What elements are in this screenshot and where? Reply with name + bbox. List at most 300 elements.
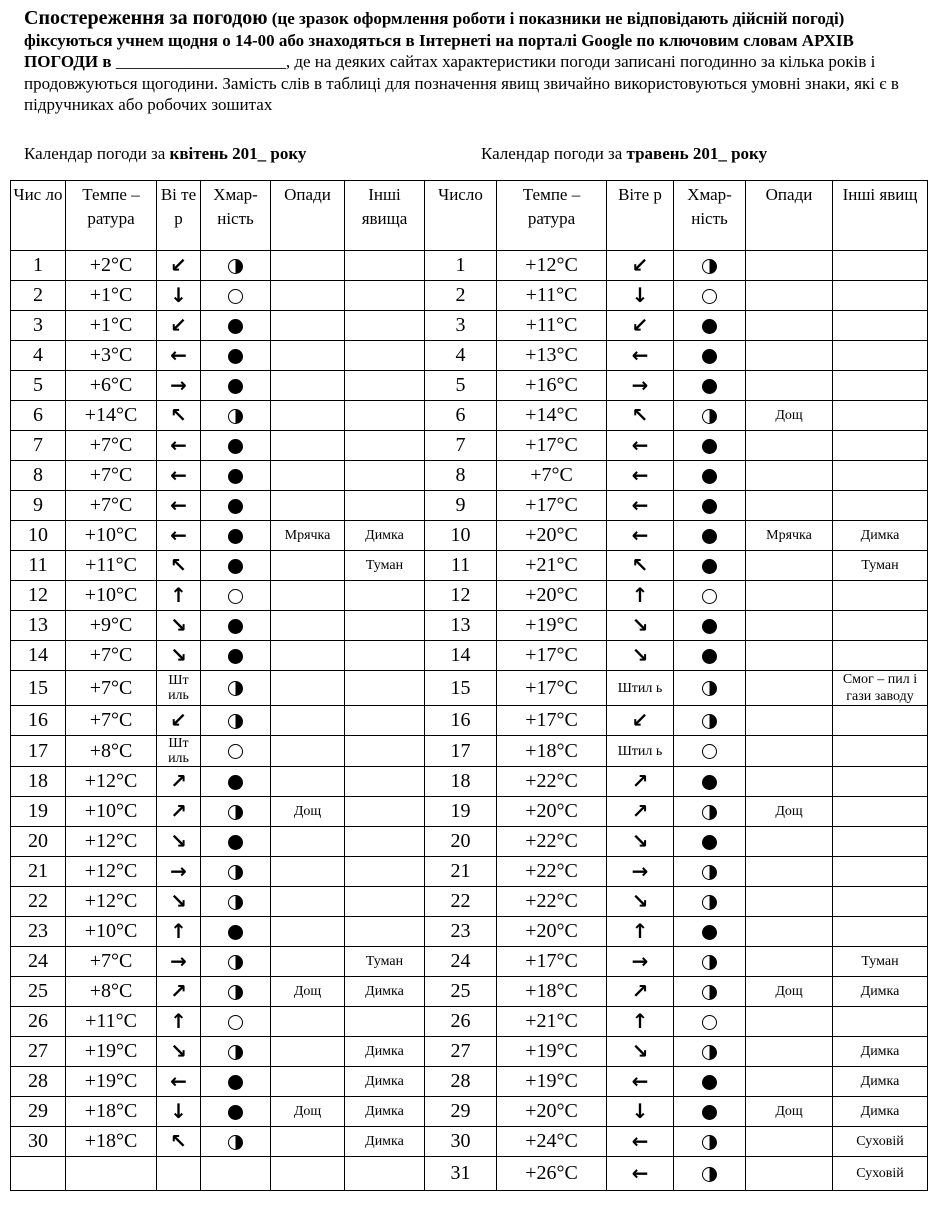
may-precip-cell	[746, 706, 833, 736]
may-precip-cell: Дощ	[746, 977, 833, 1007]
may-wind-cell	[607, 551, 674, 581]
header-may-precip: Опади	[746, 181, 833, 251]
april-day-cell	[11, 1157, 66, 1191]
april-other-cell	[345, 491, 425, 521]
wind-arrow-icon: ↓	[631, 283, 649, 307]
april-other-cell	[345, 431, 425, 461]
table-row	[11, 641, 928, 671]
may-temp-cell: +20°C	[497, 1097, 607, 1127]
may-cloud-cell	[674, 887, 746, 917]
april-temp-cell: +12°C	[66, 857, 157, 887]
may-other-cell: Димка	[833, 521, 928, 551]
weather-table	[10, 180, 928, 1191]
cloud-empty-icon	[228, 589, 243, 604]
may-other-cell	[833, 281, 928, 311]
wind-arrow-icon: ↑	[631, 1009, 649, 1033]
may-day-cell: 19	[425, 797, 497, 827]
may-cloud-cell	[674, 767, 746, 797]
wind-arrow-icon: ↘	[170, 829, 187, 853]
april-precip-cell	[271, 401, 345, 431]
april-day-cell: 21	[11, 857, 66, 887]
april-other-cell	[345, 1007, 425, 1037]
april-day-cell: 17	[11, 736, 66, 767]
april-precip-cell	[271, 947, 345, 977]
cloud-half-icon	[702, 1135, 717, 1150]
april-day-cell: 6	[11, 401, 66, 431]
wind-arrow-icon: ↙	[631, 313, 649, 337]
april-precip-cell	[271, 281, 345, 311]
april-day-cell: 23	[11, 917, 66, 947]
april-precip-cell	[271, 371, 345, 401]
may-precip-cell	[746, 767, 833, 797]
may-precip-cell	[746, 581, 833, 611]
april-wind-cell	[157, 1067, 201, 1097]
may-precip-cell	[746, 431, 833, 461]
may-cloud-cell	[674, 611, 746, 641]
wind-arrow-icon: ←	[631, 523, 649, 547]
wind-arrow-icon: ↙	[631, 708, 649, 732]
may-day-cell: 20	[425, 827, 497, 857]
wind-arrow-icon: ↖	[170, 1129, 187, 1153]
may-other-cell	[833, 491, 928, 521]
may-cloud-cell	[674, 461, 746, 491]
april-temp-cell: +8°C	[66, 977, 157, 1007]
cloud-half-icon	[702, 985, 717, 1000]
april-other-cell: Туман	[345, 551, 425, 581]
header-may-day: Число	[425, 181, 497, 251]
april-day-cell: 28	[11, 1067, 66, 1097]
table-row	[11, 1067, 928, 1097]
april-day-cell: 12	[11, 581, 66, 611]
wind-arrow-icon: ↙	[170, 708, 187, 732]
table-row	[11, 706, 928, 736]
cloud-full-icon	[228, 469, 243, 484]
april-cloud-cell	[201, 611, 271, 641]
may-other-cell	[833, 797, 928, 827]
cloud-full-icon	[228, 835, 243, 850]
april-day-cell: 7	[11, 431, 66, 461]
april-other-cell: Димка	[345, 1097, 425, 1127]
wind-arrow-icon: ↘	[631, 889, 649, 913]
may-cloud-cell	[674, 491, 746, 521]
april-temp-cell: +11°C	[66, 551, 157, 581]
april-other-cell: Димка	[345, 521, 425, 551]
may-cloud-cell	[674, 857, 746, 887]
table-row	[11, 431, 928, 461]
april-precip-cell	[271, 1127, 345, 1157]
wind-calm-label: Штил ь	[617, 680, 663, 696]
april-precip-cell	[271, 491, 345, 521]
april-other-cell	[345, 611, 425, 641]
april-wind-cell	[157, 1157, 201, 1191]
cloud-half-icon	[702, 409, 717, 424]
cloud-full-icon	[228, 649, 243, 664]
cloud-half-icon	[702, 259, 717, 274]
may-day-cell: 22	[425, 887, 497, 917]
cloud-half-icon	[228, 1045, 243, 1060]
may-temp-cell: +20°C	[497, 797, 607, 827]
may-precip-cell	[746, 1067, 833, 1097]
may-day-cell: 9	[425, 491, 497, 521]
april-cloud-cell	[201, 706, 271, 736]
may-other-cell	[833, 341, 928, 371]
wind-arrow-icon: ↖	[170, 403, 187, 427]
table-row	[11, 371, 928, 401]
wind-arrow-icon: ↙	[170, 313, 187, 337]
header-may-temp: Темпе – ратура	[497, 181, 607, 251]
may-day-cell: 15	[425, 671, 497, 706]
april-other-cell	[345, 371, 425, 401]
april-precip-cell	[271, 1037, 345, 1067]
may-precip-cell	[746, 1157, 833, 1191]
wind-arrow-icon: ←	[170, 433, 187, 457]
may-other-cell	[833, 581, 928, 611]
may-wind-cell	[607, 491, 674, 521]
may-temp-cell: +17°C	[497, 671, 607, 706]
wind-arrow-icon: ←	[170, 463, 187, 487]
may-wind-cell	[607, 1007, 674, 1037]
april-other-cell	[345, 251, 425, 281]
may-temp-cell: +22°C	[497, 827, 607, 857]
table-row	[11, 671, 928, 706]
may-other-cell	[833, 641, 928, 671]
cloud-half-icon	[228, 985, 243, 1000]
cloud-full-icon	[702, 499, 717, 514]
april-other-cell	[345, 767, 425, 797]
april-cloud-cell	[201, 251, 271, 281]
header-may-other: Інші явищ	[833, 181, 928, 251]
wind-arrow-icon: ↘	[631, 829, 649, 853]
may-day-cell: 6	[425, 401, 497, 431]
cloud-half-icon	[702, 955, 717, 970]
table-row	[11, 797, 928, 827]
april-other-cell	[345, 341, 425, 371]
intro-title: Спостереження за погодою	[24, 7, 268, 29]
may-cloud-cell	[674, 797, 746, 827]
may-temp-cell: +13°C	[497, 341, 607, 371]
cloud-full-icon	[228, 1075, 243, 1090]
cloud-full-icon	[228, 499, 243, 514]
april-day-cell: 10	[11, 521, 66, 551]
wind-arrow-icon: ↙	[631, 253, 649, 277]
april-temp-cell: +12°C	[66, 767, 157, 797]
april-cloud-cell	[201, 431, 271, 461]
april-cloud-cell	[201, 581, 271, 611]
wind-arrow-icon: →	[170, 949, 187, 973]
cloud-full-icon	[228, 529, 243, 544]
header-april-day: Чис ло	[11, 181, 66, 251]
april-cloud-cell	[201, 1037, 271, 1067]
cloud-full-icon	[228, 319, 243, 334]
may-day-cell: 23	[425, 917, 497, 947]
cloud-full-icon	[228, 379, 243, 394]
may-other-cell	[833, 887, 928, 917]
may-day-cell: 7	[425, 431, 497, 461]
may-precip-cell	[746, 947, 833, 977]
wind-arrow-icon: ↗	[170, 979, 187, 1003]
may-cloud-cell	[674, 977, 746, 1007]
april-cloud-cell	[201, 461, 271, 491]
wind-arrow-icon: ↑	[170, 919, 187, 943]
cloud-half-icon	[702, 865, 717, 880]
wind-calm-label: Шт иль	[168, 673, 189, 703]
april-temp-cell: +1°C	[66, 281, 157, 311]
may-day-cell: 4	[425, 341, 497, 371]
may-wind-cell	[607, 581, 674, 611]
may-other-cell: Суховій	[833, 1127, 928, 1157]
may-day-cell: 30	[425, 1127, 497, 1157]
may-cloud-cell	[674, 671, 746, 706]
may-other-cell: Суховій	[833, 1157, 928, 1191]
may-other-cell	[833, 706, 928, 736]
april-wind-cell	[157, 521, 201, 551]
may-day-cell: 5	[425, 371, 497, 401]
cloud-empty-icon	[228, 1015, 243, 1030]
cloud-full-icon	[702, 319, 717, 334]
april-temp-cell: +7°C	[66, 461, 157, 491]
table-row	[11, 281, 928, 311]
table-row	[11, 977, 928, 1007]
may-wind-cell	[607, 857, 674, 887]
april-temp-cell: +19°C	[66, 1067, 157, 1097]
april-precip-cell	[271, 887, 345, 917]
april-cloud-cell	[201, 797, 271, 827]
wind-arrow-icon: ↗	[170, 799, 187, 823]
may-cloud-cell	[674, 311, 746, 341]
april-day-cell: 29	[11, 1097, 66, 1127]
wind-arrow-icon: ←	[631, 433, 649, 457]
may-precip-cell	[746, 1007, 833, 1037]
may-precip-cell	[746, 671, 833, 706]
may-cloud-cell	[674, 371, 746, 401]
april-day-cell: 3	[11, 311, 66, 341]
cloud-half-icon	[228, 955, 243, 970]
april-cloud-cell	[201, 401, 271, 431]
may-day-cell: 1	[425, 251, 497, 281]
may-cloud-cell	[674, 706, 746, 736]
wind-arrow-icon: ↗	[631, 769, 649, 793]
april-wind-cell	[157, 977, 201, 1007]
may-precip-cell	[746, 611, 833, 641]
april-other-cell	[345, 671, 425, 706]
cloud-full-icon	[702, 529, 717, 544]
cloud-full-icon	[228, 439, 243, 454]
may-wind-cell	[607, 977, 674, 1007]
may-temp-cell: +21°C	[497, 1007, 607, 1037]
may-day-cell: 8	[425, 461, 497, 491]
may-wind-cell	[607, 311, 674, 341]
table-row	[11, 857, 928, 887]
may-temp-cell: +17°C	[497, 947, 607, 977]
april-other-cell	[345, 857, 425, 887]
wind-arrow-icon: →	[631, 949, 649, 973]
may-other-cell	[833, 371, 928, 401]
may-other-cell	[833, 401, 928, 431]
may-day-cell: 26	[425, 1007, 497, 1037]
april-temp-cell: +10°C	[66, 917, 157, 947]
table-row	[11, 521, 928, 551]
april-precip-cell	[271, 311, 345, 341]
april-precip-cell	[271, 461, 345, 491]
april-other-cell	[345, 736, 425, 767]
intro-text	[24, 8, 929, 116]
april-day-cell: 4	[11, 341, 66, 371]
may-precip-cell	[746, 917, 833, 947]
april-day-cell: 2	[11, 281, 66, 311]
may-precip-cell	[746, 887, 833, 917]
april-day-cell: 9	[11, 491, 66, 521]
april-temp-cell: +2°C	[66, 251, 157, 281]
april-temp-cell: +10°C	[66, 797, 157, 827]
cloud-half-icon	[702, 895, 717, 910]
cloud-half-icon	[228, 805, 243, 820]
april-other-cell	[345, 827, 425, 857]
cloud-half-icon	[702, 805, 717, 820]
april-wind-cell	[157, 1037, 201, 1067]
april-cloud-cell	[201, 947, 271, 977]
april-temp-cell: +9°C	[66, 611, 157, 641]
header-may-wind: Віте р	[607, 181, 674, 251]
may-cloud-cell	[674, 281, 746, 311]
table-row	[11, 767, 928, 797]
cloud-full-icon	[228, 925, 243, 940]
cloud-half-icon	[702, 1045, 717, 1060]
may-day-cell: 14	[425, 641, 497, 671]
may-cloud-cell	[674, 1067, 746, 1097]
may-day-cell: 10	[425, 521, 497, 551]
table-row	[11, 887, 928, 917]
may-temp-cell: +24°C	[497, 1127, 607, 1157]
april-precip-cell	[271, 1157, 345, 1191]
april-wind-cell	[157, 461, 201, 491]
may-day-cell: 27	[425, 1037, 497, 1067]
april-other-cell: Димка	[345, 1067, 425, 1097]
may-other-cell	[833, 431, 928, 461]
table-row	[11, 401, 928, 431]
cloud-full-icon	[228, 559, 243, 574]
april-wind-cell	[157, 827, 201, 857]
april-day-cell: 26	[11, 1007, 66, 1037]
april-cloud-cell	[201, 281, 271, 311]
april-day-cell: 8	[11, 461, 66, 491]
may-cloud-cell	[674, 341, 746, 371]
cloud-half-icon	[228, 865, 243, 880]
may-wind-cell	[607, 917, 674, 947]
april-temp-cell: +7°C	[66, 491, 157, 521]
table-row	[11, 611, 928, 641]
may-cloud-cell	[674, 251, 746, 281]
april-day-cell: 20	[11, 827, 66, 857]
april-other-cell	[345, 581, 425, 611]
may-wind-cell	[607, 706, 674, 736]
april-temp-cell: +8°C	[66, 736, 157, 767]
wind-arrow-icon: ←	[170, 493, 187, 517]
cloud-full-icon	[702, 349, 717, 364]
may-precip-cell	[746, 736, 833, 767]
wind-arrow-icon: ↘	[170, 613, 187, 637]
may-wind-cell	[607, 827, 674, 857]
april-other-cell	[345, 461, 425, 491]
may-day-cell: 11	[425, 551, 497, 581]
wind-arrow-icon: ↙	[170, 253, 187, 277]
table-row	[11, 461, 928, 491]
april-cloud-cell	[201, 977, 271, 1007]
april-wind-cell	[157, 1007, 201, 1037]
april-day-cell: 27	[11, 1037, 66, 1067]
april-cloud-cell	[201, 311, 271, 341]
may-precip-cell	[746, 281, 833, 311]
april-cloud-cell	[201, 641, 271, 671]
table-row	[11, 341, 928, 371]
april-precip-cell	[271, 1007, 345, 1037]
may-wind-cell	[607, 767, 674, 797]
april-wind-cell	[157, 341, 201, 371]
header-april-wind: Ві те р	[157, 181, 201, 251]
cloud-empty-icon	[702, 289, 717, 304]
may-precip-cell	[746, 857, 833, 887]
intro-title-rest: (це зразок оформлення роботи і показники не відповідають дійсній погоді) фіксуються учнем щодня о 14-00 або знаходяться в Інтернеті на порталі Google по ключовим словам АРХІВ ПОГОДИ в	[24, 9, 854, 71]
may-wind-cell	[607, 431, 674, 461]
april-wind-cell	[157, 797, 201, 827]
cloud-half-icon	[228, 1135, 243, 1150]
cloud-full-icon	[702, 559, 717, 574]
april-wind-cell	[157, 706, 201, 736]
may-other-cell	[833, 917, 928, 947]
wind-arrow-icon: ↑	[631, 583, 649, 607]
may-temp-cell: +18°C	[497, 977, 607, 1007]
wind-arrow-icon: ↓	[170, 283, 187, 307]
may-temp-cell: +11°C	[497, 311, 607, 341]
april-cloud-cell	[201, 521, 271, 551]
may-temp-cell: +26°C	[497, 1157, 607, 1191]
cloud-empty-icon	[702, 744, 717, 759]
april-other-cell	[345, 797, 425, 827]
april-wind-cell	[157, 371, 201, 401]
april-cloud-cell	[201, 371, 271, 401]
may-other-cell	[833, 1007, 928, 1037]
april-wind-cell	[157, 671, 201, 706]
cloud-half-icon	[228, 714, 243, 729]
cloud-half-icon	[702, 1167, 717, 1182]
april-precip-cell	[271, 611, 345, 641]
april-temp-cell: +10°C	[66, 581, 157, 611]
april-wind-cell	[157, 767, 201, 797]
wind-arrow-icon: ←	[631, 1069, 649, 1093]
table-row	[11, 581, 928, 611]
may-wind-cell	[607, 401, 674, 431]
april-precip-cell	[271, 641, 345, 671]
april-temp-cell: +12°C	[66, 827, 157, 857]
april-wind-cell	[157, 1097, 201, 1127]
wind-calm-label: Штил ь	[617, 743, 663, 759]
wind-arrow-icon: ↘	[170, 889, 187, 913]
wind-arrow-icon: ↘	[631, 613, 649, 637]
header-april-cloud: Хмар- ність	[201, 181, 271, 251]
april-wind-cell	[157, 401, 201, 431]
cloud-full-icon	[228, 775, 243, 790]
table-row	[11, 251, 928, 281]
wind-arrow-icon: ↖	[631, 403, 649, 427]
april-day-cell: 11	[11, 551, 66, 581]
april-wind-cell	[157, 551, 201, 581]
may-wind-cell	[607, 1097, 674, 1127]
may-other-cell: Смог – пил і гази заводу	[833, 671, 928, 706]
wind-arrow-icon: ↘	[631, 1039, 649, 1063]
cloud-full-icon	[228, 1105, 243, 1120]
may-wind-cell	[607, 1067, 674, 1097]
april-other-cell	[345, 281, 425, 311]
may-day-cell: 12	[425, 581, 497, 611]
